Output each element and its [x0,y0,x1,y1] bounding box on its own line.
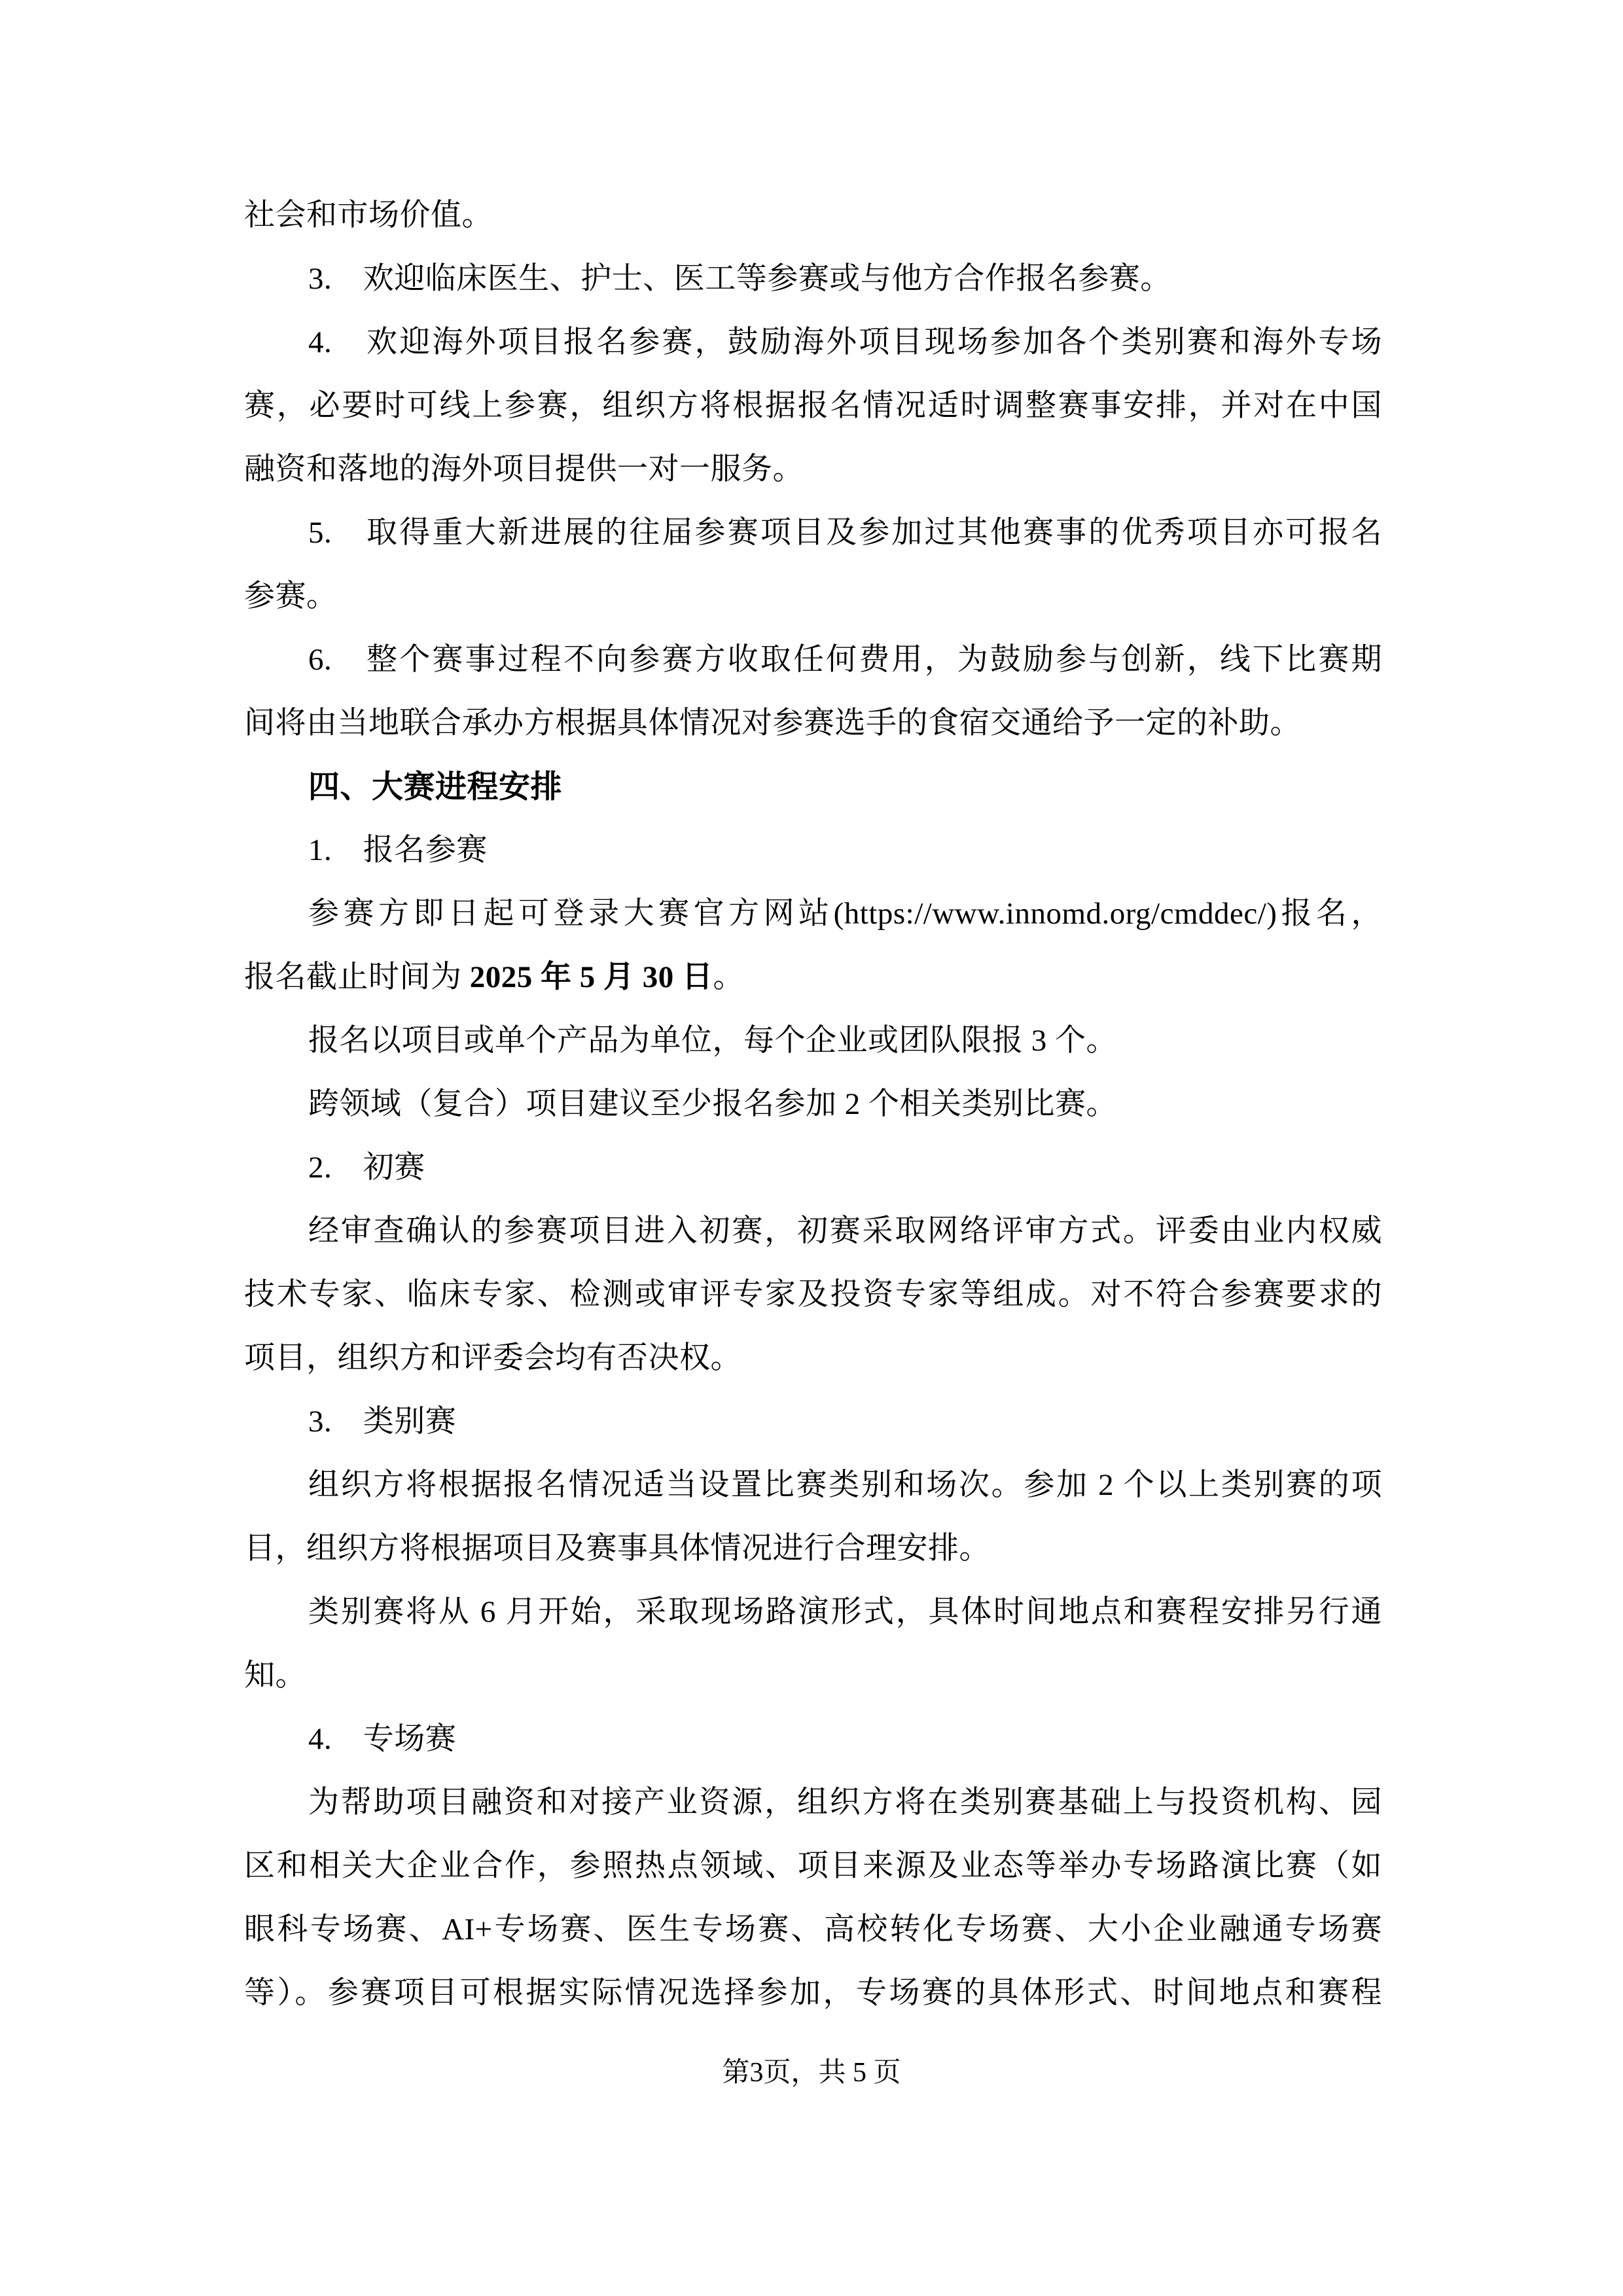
text-line: 参赛。 [244,579,338,613]
text-line: 区和相关大企业合作，参照热点领域、项目来源及业态等举办专场路演比赛（如 [244,1849,1382,1883]
list-item-4-line: 4. 欢迎海外项目报名参赛，鼓励海外项目现场参加各个类别赛和海外专场 [308,325,1382,359]
subitem-2-heading: 2. 初赛 [308,1151,425,1185]
text-line: 类别赛将从 6 月开始，采取现场路演形式，具体时间地点和赛程安排另行通 [308,1595,1382,1629]
text-line: 眼科专场赛、AI+专场赛、医生专场赛、高校转化专场赛、大小企业融通专场赛 [244,1912,1382,1946]
text-line: 经审查确认的参赛项目进入初赛，初赛采取网络评审方式。评委由业内权威 [308,1214,1382,1248]
text-line: 技术专家、临床专家、检测或审评专家及投资专家等组成。对不符合参赛要求的 [244,1278,1382,1312]
text-line: 组织方将根据报名情况适当设置比赛类别和场次。参加 2 个以上类别赛的项 [308,1468,1382,1502]
list-item-3-line: 3. 欢迎临床医生、护士、医工等参赛或与他方合作报名参赛。 [308,262,1171,296]
document-body [244,184,1382,2025]
deadline-date: 2025 年 5 月 30 日 [469,960,713,994]
list-item-6-line: 6. 整个赛事过程不向参赛方收取任何费用，为鼓励参与创新，线下比赛期 [308,643,1382,677]
text-line: 跨领域（复合）项目建议至少报名参加 2 个相关类别比赛。 [308,1087,1117,1121]
text-line: 报名以项目或单个产品为单位，每个企业或团队限报 3 个。 [308,1024,1117,1058]
text-line: 社会和市场价值。 [244,198,493,232]
text-line: 赛，必要时可线上参赛，组织方将根据报名情况适时调整赛事安排，并对在中国 [244,389,1382,423]
text-line: 知。 [244,1659,306,1693]
deadline-prefix: 报名截止时间为 [244,960,470,994]
text-line: 融资和落地的海外项目提供一对一服务。 [244,452,804,486]
subitem-4-heading: 4. 专场赛 [308,1722,457,1756]
deadline-suffix: 。 [713,960,744,994]
text-line: 项目，组织方和评委会均有否决权。 [244,1341,741,1375]
section-heading: 四、大赛进程安排 [308,770,563,804]
subitem-1-heading: 1. 报名参赛 [308,833,488,867]
text-line-deadline [244,946,1382,1009]
text-line-url: 参赛方即日起可登录大赛官方网站(https://www.innomd.org/cmddec/)报名， [308,897,1382,931]
text-line: 为帮助项目融资和对接产业资源，组织方将在类别赛基础上与投资机构、园 [308,1785,1382,1820]
text-line: 目，组织方将根据项目及赛事具体情况进行合理安排。 [244,1532,990,1566]
subitem-3-heading: 3. 类别赛 [308,1405,457,1439]
text-line: 间将由当地联合承办方根据具体情况对参赛选手的食宿交通给予一定的补助。 [244,706,1301,740]
text-line: 等）。参赛项目可根据实际情况选择参加，专场赛的具体形式、时间地点和赛程 [244,1976,1382,2010]
list-item-5-line: 5. 取得重大新进展的往届参赛项目及参加过其他赛事的优秀项目亦可报名 [308,516,1382,550]
page-footer: 第3页，共 5 页 [722,2058,901,2088]
